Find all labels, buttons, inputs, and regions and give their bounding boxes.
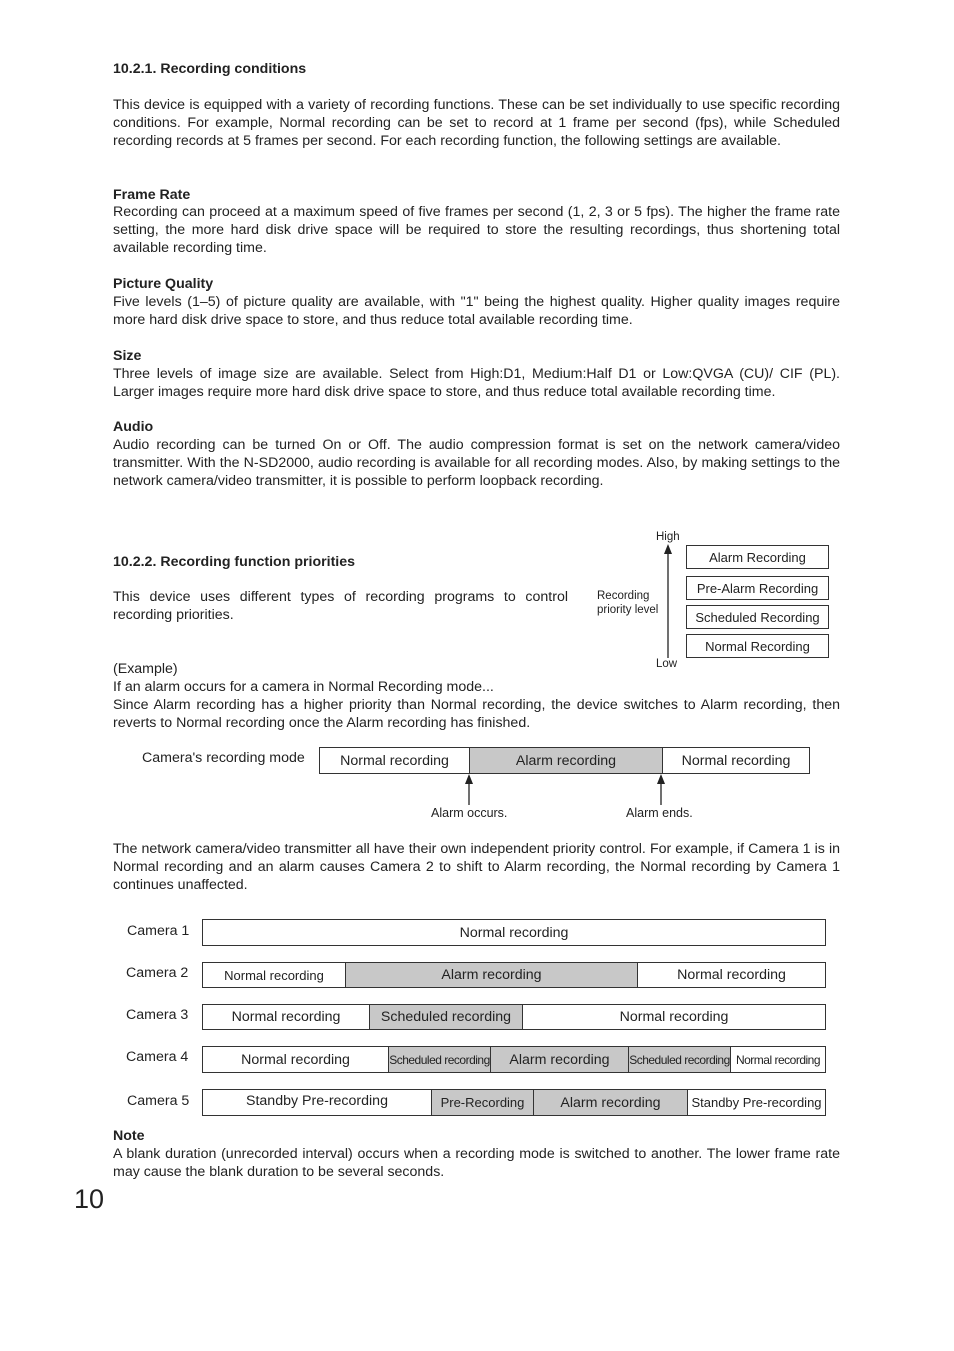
frame-rate-text: Recording can proceed at a maximum speed of five frames per second (1, 2, 3 or 5 fps). The higher the frame rate setting, the more hard disk drive space will be required to store the resulting recordings, thus shortening total available recording time.: [113, 204, 840, 256]
mode-timeline-label: Camera's recording mode: [142, 750, 305, 766]
priority-level-scheduled: Scheduled Recording: [686, 605, 829, 629]
camera-segment: Normal recording: [241, 1051, 350, 1068]
size-heading: Size: [113, 348, 142, 364]
example-line2: Since Alarm recording has a higher priority than Normal recording, the device switches to Alarm recording, then reverts to Normal recording once the Alarm recording has finished.: [113, 697, 840, 731]
camera-segment: Standby Pre-recording: [687, 1090, 825, 1115]
picture-quality-text: Five levels (1–5) of picture quality are available, with "1" being the highest quality. Higher quality images require more hard disk drive space to store, and thus reduce total available recording time.: [113, 294, 840, 328]
camera-label: Camera 1: [127, 923, 190, 939]
frame-rate-heading: Frame Rate: [113, 187, 191, 203]
camera-segment: Normal recording: [459, 924, 569, 941]
alarm-ends-label: Alarm ends.: [626, 806, 693, 820]
camera-segment: Normal recording: [231, 1009, 341, 1025]
camera-segment: Normal recording: [730, 1047, 825, 1072]
timeline-segment: Normal recording: [340, 752, 449, 769]
priority-arrow-icon: [660, 544, 676, 660]
camera-segment: Alarm recording: [345, 963, 637, 987]
camera-4-bar: [202, 1046, 826, 1073]
axis-label-line1: Recording: [597, 590, 650, 602]
timeline-segment: Normal recording: [662, 748, 809, 773]
camera-segment: Normal recording: [637, 963, 825, 987]
camera-segment: Pre-Recording: [431, 1090, 533, 1115]
alarm-ends-arrow-icon: [654, 774, 668, 806]
camera-segment: Scheduled recording: [388, 1047, 490, 1072]
camera-segment: Normal recording: [224, 967, 324, 983]
camera-segment: Scheduled recording: [369, 1005, 522, 1029]
camera-segment: Normal recording: [522, 1005, 825, 1029]
camera-segment: Alarm recording: [533, 1090, 687, 1115]
intro-paragraph: This device is equipped with a variety of recording functions. These can be set individually to use specific recording conditions. For example, Normal recording can be set to record at 1 frame per second (fps), while Scheduled recording records at 5 frames per second. For each recording function, the following settings are available.: [113, 97, 840, 149]
camera-segment: Standby Pre-recording: [246, 1093, 388, 1109]
audio-heading: Audio: [113, 419, 154, 435]
camera-label: Camera 5: [127, 1093, 190, 1109]
camera-5-bar: [202, 1089, 826, 1116]
alarm-occurs-label: Alarm occurs.: [431, 806, 508, 820]
example-line1: If an alarm occurs for a camera in Normal Recording mode...: [113, 679, 494, 695]
priorities-intro: This device uses different types of recording programs to control recording priorities.: [113, 589, 568, 623]
size-text: Three levels of image size are available. Select from High:D1, Medium:Half D1 or Low:QVGA (CU)/ CIF (PL). Larger images require more hard disk drive space to store, and thus reduce total available recording time.: [113, 366, 840, 400]
camera-1-bar: [202, 919, 826, 946]
camera-label: Camera 3: [126, 1007, 189, 1023]
priority-level-alarm: Alarm Recording: [686, 545, 829, 569]
camera-2-bar: [202, 962, 826, 988]
low-label: Low: [656, 658, 678, 670]
example-label: (Example): [113, 661, 178, 677]
audio-text: Audio recording can be turned On or Off. The audio compression format is set on the network camera/video transmitter. With the N-SD2000, audio recording is available for all recording modes. Also, by making settings to the network camera/video transmitter, it is possible to perform loopback recording.: [113, 437, 840, 489]
camera-label: Camera 2: [126, 965, 189, 981]
mode-timeline-bar: [319, 747, 810, 774]
page-number: 10: [74, 1184, 105, 1214]
axis-label-line2: priority level: [597, 604, 659, 616]
section-title-priorities: 10.2.2. Recording function priorities: [113, 554, 356, 570]
priority-level-pre-alarm: Pre-Alarm Recording: [686, 576, 829, 600]
picture-quality-heading: Picture Quality: [113, 276, 214, 292]
camera-segment: Alarm recording: [490, 1047, 628, 1072]
camera-label: Camera 4: [126, 1049, 189, 1065]
independent-priority-text: The network camera/video transmitter all have their own independent priority control. For example, if Camera 1 is in Normal recording and an alarm causes Camera 2 to shift to Alarm recording, the Normal recording by Camera 1 continues unaffected.: [113, 841, 840, 893]
section-title-recording-conditions: 10.2.1. Recording conditions: [113, 61, 307, 77]
note-heading: Note: [113, 1128, 145, 1144]
timeline-segment: Alarm recording: [469, 748, 662, 773]
note-text: A blank duration (unrecorded interval) occurs when a recording mode is switched to another. The lower frame rate may cause the blank duration to be several seconds.: [113, 1146, 840, 1180]
alarm-occurs-arrow-icon: [462, 774, 476, 806]
high-label: High: [656, 531, 680, 543]
camera-segment: Scheduled recording: [628, 1047, 730, 1072]
camera-3-bar: [202, 1004, 826, 1030]
priority-level-normal: Normal Recording: [686, 634, 829, 658]
